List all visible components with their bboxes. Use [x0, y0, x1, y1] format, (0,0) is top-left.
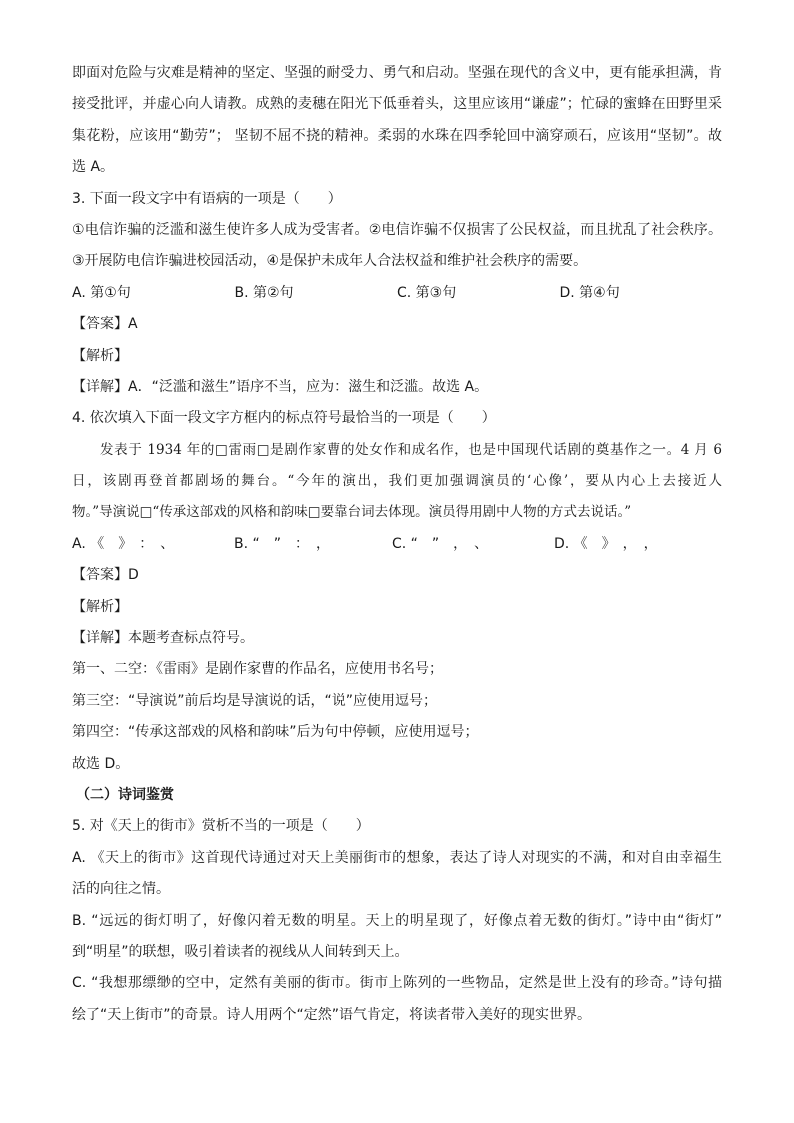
question-4-passage: 日，该剧再登首都剧场的舞台。“今年的演出，我们更加强调演员的‘心像’，要从内心上去接近人 — [72, 473, 722, 490]
option-b: B. 第②句 — [234, 284, 294, 301]
option-a-text: 活的向往之情。 — [72, 881, 170, 898]
document-page — [72, 58, 722, 1031]
question-3-text: ③开展防电信诈骗进校园活动，④是保护未成年人合法权益和维护社会秩序的需要。 — [72, 253, 588, 270]
explanation-line: 第一、二空：《雷雨》是剧作家曹的作品名，应使用书名号； — [72, 661, 443, 678]
option-c-text: C. “我想那缥缈的空中，定然有美丽的街市。街市上陈列的一些物品，定然是世上没有的珍奇。”诗句描 — [72, 975, 722, 992]
detail-text: 【详解】本题考查标点符号。 — [72, 630, 254, 647]
option-c: C. 第③句 — [397, 284, 457, 301]
explanation-line: 第三空：“导演说”前后均是导演说的话，“说”应使用逗号； — [72, 692, 438, 709]
detail-text: 【详解】A．“泛滥和滋生”语序不当，应为：滋生和泛滥。故选 A。 — [72, 378, 489, 395]
text-line: 接受批评，并虚心向人请教。成熟的麦穗在阳光下低垂着头，这里应该用“谦虚”；忙碌的蜜蜂在田野里采 — [72, 96, 722, 113]
section-heading: （二）诗词鉴赏 — [76, 786, 174, 803]
option-a: A. 《 》 ： 、 — [72, 535, 175, 552]
option-c-text: 绘了“天上街市”的奇景。诗人用两个“定然”语气肯定，将读者带入美好的现实世界。 — [72, 1006, 592, 1023]
question-4-options — [72, 529, 722, 560]
option-d: D. 第④句 — [559, 284, 620, 301]
option-a: A. 第①句 — [72, 284, 131, 301]
question-3-stem: 3. 下面一段文字中有语病的一项是（ ） — [72, 190, 342, 207]
explanation-line: 故选 D。 — [72, 755, 130, 772]
explanation-line: 第四空：“传承这部戏的风格和韵味”后为句中停顿，应使用逗号； — [72, 724, 479, 741]
analysis-label: 【解析】 — [72, 347, 128, 364]
answer-label: 【答案】A — [72, 316, 138, 333]
analysis-label: 【解析】 — [72, 598, 128, 615]
text-line: 集花粉，应该用“勤劳”； 坚韧不屈不挠的精神。柔弱的水珠在四季轮回中滴穿顽石，应该用“坚韧”。故 — [72, 127, 722, 144]
option-b-text: B. “远远的街灯明了，好像闪着无数的明星。天上的明星现了，好像点着无数的街灯。”诗中由“街灯” — [72, 912, 722, 929]
option-b: B. “ ” ： ， — [234, 535, 331, 552]
option-d: D. 《 》 ， ， — [554, 535, 658, 552]
text-line: 选 A。 — [72, 159, 115, 176]
option-a-text: A. 《天上的街市》这首现代诗通过对天上美丽街市的想象，表达了诗人对现实的不满，和对自由幸福生 — [72, 849, 722, 866]
question-3-options — [72, 278, 722, 309]
question-4-passage: 发表于 1934 年的□雷雨□是剧作家曹的处女作和成名作，也是中国现代话剧的奠基作之一。4 月 6 — [100, 441, 722, 458]
question-5-stem: 5. 对《天上的街市》赏析不当的一项是（ ） — [72, 818, 370, 835]
question-3-text: ①电信诈骗的泛滥和滋生使许多人成为受害者。②电信诈骗不仅损害了公民权益，而且扰乱了社会秩序。 — [72, 221, 722, 238]
option-b-text: 到“明星”的联想，吸引着读者的视线从人间转到天上。 — [72, 943, 409, 960]
text-line: 即面对危险与灾难是精神的坚定、坚强的耐受力、勇气和启动。坚强在现代的含义中，更有能承担满，肯 — [72, 65, 722, 81]
question-4-stem: 4. 依次填入下面一段文字方框内的标点符号最恰当的一项是（ ） — [72, 410, 496, 427]
option-c: C. “ ” ， 、 — [392, 535, 489, 552]
question-4-passage: 物。”导演说□“传承这部戏的风格和韵味□要靠台词去体现。演员得用剧中人物的方式去说话。” — [72, 504, 632, 521]
answer-label: 【答案】D — [72, 567, 139, 584]
